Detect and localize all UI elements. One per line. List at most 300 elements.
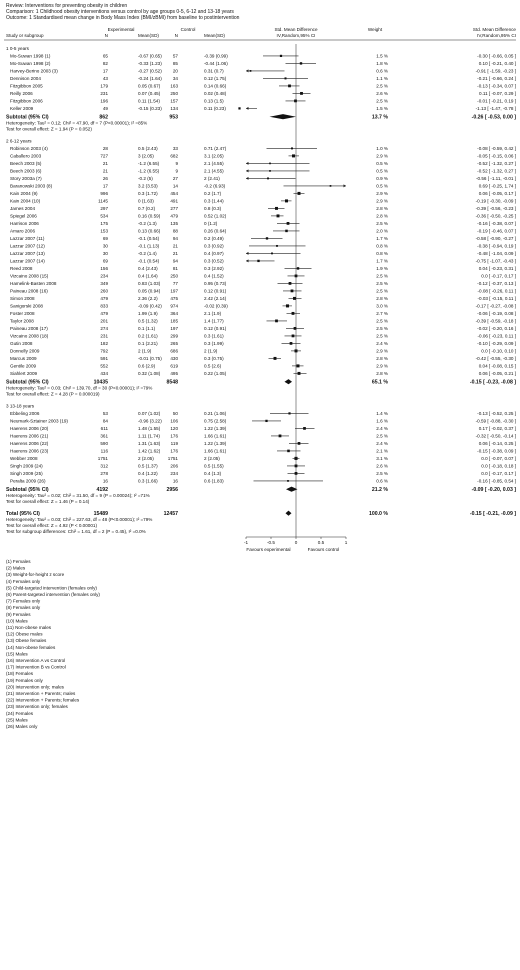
study-weight: 2.9 % (376, 153, 388, 159)
study-weight: 2.8 % (376, 213, 388, 219)
ctrl-mean-sd: -0.2 (6.93) (204, 183, 226, 189)
study-weight: 0.5 % (376, 168, 388, 174)
exp-mean-sd: 0.7 (0.2) (138, 206, 156, 211)
ctrl-n: 176 (170, 448, 178, 454)
study-ci: -0.58 [ -0.90, -0.27 ] (475, 236, 516, 241)
ctrl-n: 16 (172, 478, 178, 484)
ctrl-mean-sd: 0.3 (1.61) (204, 333, 224, 339)
study-name: Siahlert 2009 (10, 371, 38, 376)
exp-n: 349 (100, 281, 108, 286)
exp-mean-sd: 2 (1.9) (138, 348, 152, 354)
total-exp-n: 15489 (93, 511, 108, 517)
total-label: Total (95% CI) (6, 511, 40, 517)
ctrl-mean-sd: 0.8 (0.3) (204, 206, 222, 211)
ctrl-mean-sd: 2 (2.05) (204, 456, 220, 461)
ctrl-mean-sd: -0.02 (0.39) (204, 303, 228, 309)
study-name: Lazzar 2007 (13) (10, 251, 45, 256)
ctrl-n: 299 (170, 333, 178, 339)
ctrl-n: 81 (172, 266, 178, 271)
exp-n: 182 (100, 341, 108, 346)
study-2-1-point (265, 420, 267, 422)
header-experimental: Experimental (107, 27, 135, 32)
study-name: Lazzar 2007 (12) (10, 243, 45, 249)
footnote: (3) Weight-for-height z score (6, 572, 65, 578)
exp-mean-sd: 0.5 (1.32) (138, 318, 158, 324)
footnote: (21) Intervention + Parents; males (6, 691, 76, 696)
study-1-15-point (257, 260, 259, 262)
ctrl-n: 9 (175, 161, 178, 166)
study-weight: 3.1 % (376, 456, 388, 461)
study-weight: 2.4 % (376, 341, 388, 346)
exp-n: 26 (102, 176, 108, 181)
study-ci: 0.04 [ -0.23, 0.31 ] (478, 266, 516, 271)
exp-n: 21 (102, 161, 108, 166)
ctrl-mean-sd: 2 (2.41) (204, 176, 220, 181)
study-name: Haerens 2006 (21) (10, 433, 49, 439)
footnote: (26) Males only (6, 724, 38, 729)
study-name: Amaro 2006 (10, 228, 36, 234)
ctrl-mean-sd: -0.39 (0.99) (204, 53, 228, 59)
study-1-15-ci-arrow-left (246, 259, 249, 262)
heterogeneity-text: Heterogeneity: Tau² = 0.02; Chi² = 31.50, df = 9 (P = 0.00024); I² =71% (6, 493, 150, 498)
ctrl-n: 9 (175, 168, 178, 174)
study-1-2-point (269, 163, 271, 165)
header-smd-right-1: Std. Mean Difference (472, 27, 516, 32)
study-name: Beech 2003 (5) (10, 161, 42, 166)
exp-mean-sd: 0.32 (1.08) (138, 371, 161, 376)
study-ci: -0.48 [ -1.04, 0.09 ] (477, 251, 516, 256)
study-ci: -0.19 [ -0.30, -0.09 ] (475, 198, 516, 204)
ctrl-mean-sd: 0.14 (0.66) (204, 83, 227, 89)
ctrl-n: 265 (170, 341, 178, 346)
study-1-22-point (292, 312, 295, 315)
exp-mean-sd: 0.07 (1.02) (138, 411, 161, 416)
footnote: (7) Females only (6, 598, 41, 604)
exp-mean-sd: -0.15 (0.23) (138, 106, 162, 111)
ctrl-n: 234 (170, 471, 178, 476)
ctrl-mean-sd: 1.22 (1.39) (204, 441, 227, 446)
study-name: Harvey-Berino 2003 (3) (10, 68, 58, 74)
study-name: Ebbeling 2006 (10, 411, 40, 416)
exp-mean-sd: 1.48 (1.55) (138, 426, 161, 431)
study-0-5-point (300, 92, 303, 95)
header-exp-meansd: Mean(SD) (138, 33, 159, 38)
exp-mean-sd: -0.2 (1.4) (138, 251, 157, 256)
exp-n: 479 (100, 296, 108, 301)
study-name: Mo-Suwan 1998 (1) (10, 53, 51, 59)
subgroup-title: 2 6-12 years (6, 138, 32, 144)
exp-n: 17 (102, 68, 108, 74)
study-ci: -0.16 [ -0.85, 0.54 ] (477, 478, 516, 484)
study-1-25-point (292, 335, 295, 338)
study-ci: 0.69 [ -0.25, 1.74 ] (478, 183, 516, 189)
ctrl-mean-sd: 0.5 (1.55) (204, 463, 224, 469)
study-name: Kain 2004 (10) (10, 198, 41, 204)
exp-n: 69 (102, 236, 108, 241)
subtotal-exp-n: 10435 (93, 379, 108, 386)
study-weight: 2.9 % (376, 348, 388, 354)
study-name: Singh 2009 (24) (10, 463, 43, 469)
ctrl-mean-sd: 0.71 (2.47) (204, 146, 227, 151)
study-ci: -0.91 [ -1.59, -0.23 ] (475, 68, 516, 74)
study-1-14-ci-arrow-left (246, 252, 249, 255)
ctrl-mean-sd: 1.22 (1.39) (204, 426, 227, 431)
study-1-3-ci-arrow-left (246, 169, 249, 172)
study-2-2-point (303, 427, 306, 430)
heterogeneity-text: Heterogeneity: Tau² = 0.12; Chi² = 47.90, df = 7 (P<0.00001); I² =85% (6, 120, 148, 126)
exp-n: 260 (100, 288, 108, 294)
study-weight: 2.9 % (376, 191, 388, 196)
study-ci: -0.52 [ -1.32, 0.27 ] (477, 161, 516, 166)
ctrl-n: 157 (170, 98, 178, 104)
subtotal-exp-n: 4192 (96, 487, 108, 493)
exp-mean-sd: 0.11 (1.54) (138, 98, 160, 104)
exp-n: 53 (102, 411, 108, 416)
subtotal-ci: -0.26 [ -0.53, 0.00 ] (471, 114, 516, 121)
total-overall-effect-text: Test for overall effect: Z = 4.92 (P < 0.00001) (6, 523, 97, 528)
ctrl-mean-sd: 0.3 (0.52) (204, 258, 224, 264)
study-0-3-point (284, 77, 286, 79)
study-ci: -0.03 [ -0.15, 0.11 ] (477, 296, 516, 301)
review-title: Review: Interventions for preventing obesity in children (6, 3, 128, 9)
study-ci: -0.39 [ -0.59, -0.18 ] (475, 318, 516, 324)
ctrl-mean-sd: 0.11 (0.23) (204, 106, 226, 111)
study-ci: -0.15 [ -0.38, 0.09 ] (477, 448, 516, 454)
study-ci: 0.11 [ -0.07, 0.29 ] (479, 91, 516, 96)
ctrl-mean-sd: 0.2 (1.7) (204, 191, 222, 196)
study-0-0-point (280, 55, 282, 57)
study-0-6-point (294, 100, 297, 103)
ctrl-mean-sd: 0.3 (2.92) (204, 266, 224, 271)
exp-n: 196 (100, 98, 108, 104)
ctrl-mean-sd: 3.1 (2.05) (204, 153, 224, 159)
exp-mean-sd: -0.09 (0.42) (138, 303, 162, 309)
study-1-14-point (271, 252, 273, 254)
exp-n: 65 (102, 53, 108, 59)
exp-n: 231 (100, 91, 108, 96)
ctrl-n: 94 (172, 236, 178, 241)
study-weight: 2.6 % (376, 91, 388, 96)
subgroup-differences-text: Test for subgroup differences: Chi² = 1.61, df = 2 (P = 0.45), I² =0.0% (6, 529, 146, 534)
footnote: (22) Intervention + Parents; females (6, 697, 80, 703)
study-2-5-point (287, 450, 290, 453)
study-1-12-point (266, 237, 268, 239)
overall-effect-text: Test for overall effect: Z = 1.94 (P = 0.052) (6, 126, 92, 132)
exp-n: 996 (100, 191, 108, 196)
study-weight: 1.5 % (376, 106, 388, 111)
study-1-23-point (275, 320, 278, 323)
study-ci: -0.13 [ -0.34, 0.07 ] (477, 83, 516, 89)
study-name: Webber 2008 (10, 456, 38, 461)
study-name: Peralta 2009 (26) (10, 478, 46, 484)
study-weight: 0.9 % (376, 176, 388, 181)
study-ci: -0.19 [ -0.46, 0.07 ] (477, 228, 516, 234)
study-ci: -0.52 [ -1.32, 0.27 ] (477, 168, 516, 174)
ctrl-n: 50 (172, 411, 178, 416)
exp-mean-sd: 0.1 (1.1) (138, 326, 156, 331)
exp-n: 69 (102, 258, 108, 264)
ctrl-mean-sd: 2.1 (4.55) (204, 161, 224, 166)
total-diamond (286, 511, 292, 516)
footnote: (19) Females only (6, 677, 43, 683)
ctrl-n: 119 (170, 441, 178, 446)
header-weight: Weight (367, 27, 383, 32)
study-name: Lazzar 2007 (14) (10, 258, 45, 264)
study-weight: 2.5 % (376, 288, 388, 294)
study-ci: 0.0 [ -0.17, 0.17 ] (481, 471, 516, 476)
study-weight: 1.9 % (376, 266, 388, 271)
exp-mean-sd: 1.31 (1.63) (138, 441, 161, 446)
study-ci: -0.36 [ -0.50, -0.25 ] (475, 213, 516, 219)
study-name: Story 2003a (7) (10, 176, 42, 181)
study-1-2-ci-arrow-left (246, 162, 249, 165)
study-1-16-point (297, 267, 299, 269)
ctrl-n: 495 (170, 371, 178, 376)
exp-mean-sd: -0.2 (5) (138, 176, 153, 181)
header-smd-left-1: Std. Mean Difference (274, 27, 318, 32)
ctrl-mean-sd: 0.5 (2.6) (204, 363, 222, 369)
exp-mean-sd: -0.33 (1.23) (138, 61, 162, 66)
subtotal-label: Subtotal (95% CI) (6, 379, 49, 386)
study-weight: 2.7 % (376, 311, 388, 316)
study-1-0-point (291, 147, 293, 149)
exp-mean-sd: 1.42 (1.62) (138, 448, 161, 454)
footnote: (24) Females (6, 710, 34, 716)
total-ctrl-n: 12457 (163, 511, 178, 517)
study-weight: 2.8 % (376, 206, 388, 211)
subtotal-diamond-0 (270, 114, 297, 119)
study-ci: 0.0 [ -0.17, 0.17 ] (481, 273, 516, 279)
study-name: Kain 2004 (9) (10, 191, 38, 196)
footnote: (18) Females (6, 671, 34, 677)
exp-n: 552 (100, 363, 108, 369)
exp-n: 1145 (98, 198, 108, 204)
exp-mean-sd: 0.5 (2.43) (138, 146, 158, 151)
study-ci: -0.38 [ -0.94, 0.19 ] (477, 243, 516, 249)
study-name: Gentile 2009 (10, 363, 37, 369)
exp-n: 611 (100, 426, 108, 431)
x-tick-label: 0.5 (317, 540, 325, 545)
study-ci: -0.08 [ -0.26, 0.11 ] (477, 288, 516, 294)
study-name: Fitzgibbon 2005 (10, 83, 43, 89)
header-study: Study or subgroup (6, 33, 44, 38)
footnote: (10) Males (6, 618, 28, 624)
exp-mean-sd: 0.3 (1.66) (138, 478, 158, 484)
study-weight: 0.6 % (376, 68, 388, 74)
study-name: Haerens 2006 (23) (10, 448, 49, 454)
subtotal-label: Subtotal (95% CI) (6, 487, 49, 493)
subtotal-ci: -0.15 [ -0.23, -0.08 ] (469, 379, 516, 386)
study-weight: 1.4 % (376, 411, 388, 416)
ctrl-n: 1751 (167, 456, 178, 461)
study-name: Marcus 2009 (10, 356, 37, 361)
study-name: Neumark-Sztainer 2003 (19) (10, 418, 68, 424)
study-1-4-ci-arrow-left (246, 177, 249, 180)
study-name: Fitzgibbon 2006 (10, 98, 43, 104)
study-weight: 1.7 % (376, 236, 388, 241)
study-1-18-point (289, 282, 292, 285)
study-name: Baranowski 2003 (8) (10, 183, 53, 189)
footnote: (14) Non-obese females (6, 644, 56, 650)
study-name: Caballero 2003 (10, 153, 42, 159)
study-name: Robinson 2003 (4) (10, 146, 48, 151)
ctrl-mean-sd: 0.02 (0.48) (204, 91, 227, 96)
ctrl-n: 135 (170, 221, 178, 226)
study-ci: 0.0 [ -0.10, 0.10 ] (481, 348, 516, 354)
footnote: (5) Child-targeted intervention (females only) (6, 585, 97, 591)
ctrl-n: 475 (170, 296, 178, 301)
favours-experimental-label: Favours experimental (246, 547, 291, 552)
study-name: Keller 2009 (10, 106, 34, 111)
study-ci: -0.42 [ -0.55, -0.30 ] (475, 356, 516, 361)
header-ctrl-n: N (174, 33, 178, 38)
footnote: (4) Females only (6, 578, 41, 584)
ctrl-n: 85 (172, 61, 178, 66)
footnote: (8) Females only (6, 605, 41, 611)
ctrl-mean-sd: 0.4 (1.3) (204, 471, 222, 476)
study-weight: 0.5 % (376, 161, 388, 166)
study-weight: 2.8 % (376, 356, 388, 361)
footnote: (11) Non-obese males (6, 625, 52, 630)
exp-n: 274 (100, 326, 108, 331)
total-ci: -0.15 [ -0.21, -0.09 ] (469, 511, 516, 517)
exp-n: 434 (100, 371, 108, 376)
ctrl-n: 34 (172, 76, 178, 81)
exp-mean-sd: 0.5 (1.37) (138, 463, 158, 469)
exp-mean-sd: 0.83 (1.03) (138, 281, 161, 286)
exp-mean-sd: -0.27 (0.52) (138, 68, 162, 74)
footnote: (23) Intervention only; females (6, 704, 68, 710)
header-smd-left-2: IV,Random,95% CI (276, 33, 316, 38)
exp-mean-sd: 0.13 (0.66) (138, 228, 161, 234)
ctrl-mean-sd: 2 (1.9) (204, 348, 218, 354)
ctrl-n: 20 (172, 68, 178, 74)
study-1-13-point (276, 245, 278, 247)
ctrl-n: 682 (170, 153, 178, 159)
study-name: Haerens 2006 (22) (10, 441, 49, 446)
ctrl-mean-sd: 0.3 (0.75) (204, 356, 224, 361)
study-weight: 2.4 % (376, 441, 388, 446)
x-tick-label: 1 (344, 540, 348, 545)
subtotal-label: Subtotal (95% CI) (6, 114, 49, 121)
subtotal-ci: -0.09 [ -0.20, 0.03 ] (471, 487, 516, 493)
study-ci: -0.56 [ -1.11, -0.01 ] (475, 176, 516, 181)
study-name: Reed 2008 (10, 266, 33, 271)
study-weight: 2.5 % (376, 221, 388, 226)
exp-n: 30 (102, 243, 108, 249)
exp-n: 534 (100, 213, 108, 219)
exp-n: 17 (102, 183, 108, 189)
exp-mean-sd: 2 (2.05) (138, 456, 154, 461)
study-ci: -0.32 [ -0.50, -0.14 ] (475, 433, 516, 439)
exp-mean-sd: 1.99 (1.9) (138, 311, 158, 316)
study-1-21-point (286, 304, 289, 307)
ctrl-n: 430 (170, 356, 178, 361)
study-weight: 2.5 % (376, 433, 388, 439)
exp-n: 16 (102, 478, 108, 484)
study-weight: 0.8 % (376, 243, 388, 249)
study-ci: -0.39 [ -0.56, -0.23 ] (475, 206, 516, 211)
header-smd-right-2: IV,Random,95% CI (477, 33, 516, 38)
exp-n: 21 (102, 168, 108, 174)
header-exp-n: N (104, 33, 108, 38)
ctrl-mean-sd: 0.26 (0.64) (204, 228, 227, 234)
exp-mean-sd: -0.1 (0.54) (138, 258, 160, 264)
comparison-title: Comparison: 1 Childhood obesity interventions versus control by age groups 0-5, 6-12 and 13-18 years (6, 9, 234, 15)
study-name: Singh 2009 (25) (10, 471, 43, 476)
subtotal-ctrl-n: 2956 (166, 487, 178, 493)
ctrl-mean-sd: 0.75 (2.58) (204, 418, 227, 424)
study-name: Hamelink-Basten 2008 (10, 281, 57, 286)
study-name: Beech 2003 (6) (10, 168, 42, 174)
footnote: (13) Obese females (6, 638, 47, 644)
exp-mean-sd: -0.96 (3.22) (138, 418, 162, 424)
study-weight: 2.5 % (376, 281, 388, 286)
exp-mean-sd: 0.4 (1.64) (138, 273, 158, 279)
ctrl-mean-sd: 0.52 (1.02) (204, 213, 227, 219)
study-1-9-point (277, 214, 280, 217)
study-2-0-point (288, 412, 290, 414)
header-ctrl-meansd: Mean(SD) (204, 33, 225, 38)
header-control: Control (180, 27, 196, 32)
study-ci: -0.21 [ -0.66, 0.24 ] (477, 76, 516, 81)
ctrl-n: 163 (170, 83, 178, 89)
study-weight: 2.8 % (376, 371, 388, 376)
exp-n: 82 (102, 61, 108, 66)
footnote: (25) Males (6, 717, 28, 723)
ctrl-n: 250 (170, 91, 178, 96)
exp-n: 231 (100, 333, 108, 339)
study-1-1-point (292, 154, 295, 157)
exp-mean-sd: 0.3 (1.72) (138, 191, 158, 196)
exp-mean-sd: -0.2 (1.3) (138, 221, 157, 226)
footnote: (12) Obese males (6, 631, 43, 637)
study-ci: -0.16 [ -0.38, 0.07 ] (477, 221, 516, 226)
ctrl-n: 120 (170, 426, 178, 431)
ctrl-n: 106 (170, 418, 178, 424)
study-name: Paineau 2008 (17) (10, 326, 48, 331)
study-name: Harrison 2006 (10, 221, 39, 226)
exp-n: 234 (100, 273, 108, 279)
exp-n: 792 (100, 348, 108, 354)
study-ci: 0.06 [ -0.14, 0.25 ] (478, 441, 516, 446)
subtotal-exp-n: 862 (99, 114, 108, 121)
subtotal-weight: 21.2 % (371, 487, 388, 493)
study-2-3-point (279, 435, 282, 438)
ctrl-n: 77 (172, 281, 178, 286)
exp-n: 175 (100, 221, 108, 226)
exp-mean-sd: 0.4 (1.22) (138, 471, 158, 476)
exp-mean-sd: 0.1 (2.21) (138, 341, 158, 346)
exp-mean-sd: -0.24 (1.64) (138, 76, 162, 81)
ctrl-mean-sd: 0.4 (1.52) (204, 273, 224, 279)
study-ci: -0.12 [ -0.37, 0.13 ] (477, 281, 516, 286)
ctrl-mean-sd: 1.66 (1.61) (204, 448, 227, 454)
exp-n: 153 (100, 228, 108, 234)
ctrl-n: 21 (172, 243, 178, 249)
footnote: (16) Intervention A vs Control (6, 658, 66, 663)
exp-n: 156 (100, 266, 108, 271)
ctrl-n: 21 (172, 251, 178, 256)
study-1-4-point (267, 177, 269, 179)
study-ci: -0.01 [ -0.21, 0.19 ] (477, 98, 516, 104)
ctrl-n: 250 (170, 273, 178, 279)
exp-mean-sd: 3.2 (3.53) (138, 183, 158, 189)
ctrl-mean-sd: 0.3 (1.44) (204, 198, 224, 204)
ctrl-n: 57 (172, 53, 178, 59)
subtotal-weight: 13.7 % (371, 114, 388, 121)
ctrl-mean-sd: 0 (1.2) (204, 221, 218, 226)
